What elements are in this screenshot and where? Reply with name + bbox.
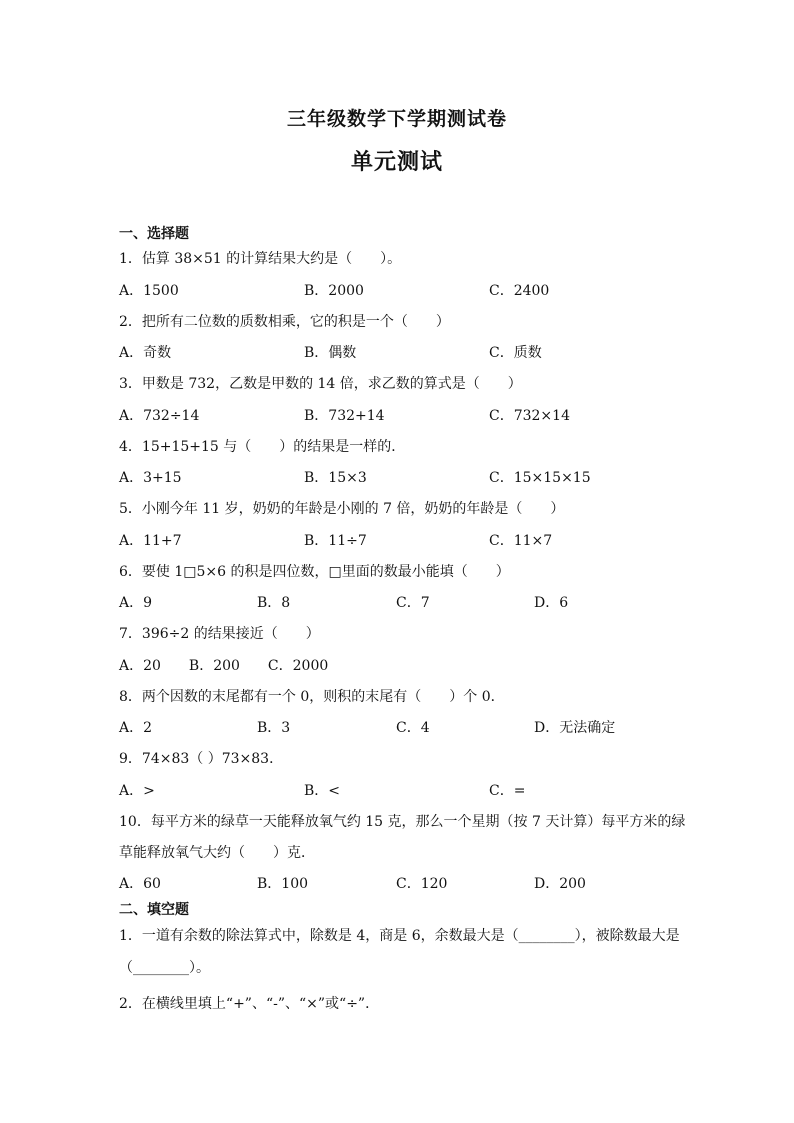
question-1: 1．估算 38×51 的计算结果大约是（ ）。 (119, 251, 402, 267)
question-9: 9．74×83（ ）73×83． (119, 751, 284, 767)
question-5-option-b: B．11÷7 (304, 533, 367, 549)
page-subtitle: 单元测试 (350, 149, 443, 175)
question-10-option-a: A．60 (119, 876, 161, 892)
question-2-option-b: B．偶数 (304, 345, 357, 361)
question-6-option-a: A．9 (119, 595, 153, 611)
question-10-option-d: D．200 (534, 876, 586, 892)
question-6-option-b: B．8 (257, 595, 291, 611)
question-4: 4．15+15+15 与（ ）的结果是一样的． (119, 439, 406, 455)
question-10: 10．每平方米的绿草一天能释放氧气约 15 克，那么一个星期（按 7 天计算）每平方米的绿 (119, 814, 686, 830)
question-6-option-d: D．6 (534, 595, 569, 611)
question-7: 7．396÷2 的结果接近（ ） (119, 626, 320, 642)
question-6: 6．要使 1□5×6 的积是四位数，□里面的数最小能填（ ） (119, 564, 510, 580)
question-9-option-c: C．= (489, 783, 526, 799)
question-2-option-a: A．奇数 (119, 345, 172, 361)
fill-question-1: 1．一道有余数的除法算式中，除数是 4，商是 6，余数最大是（________），被除数最大是 (119, 928, 680, 944)
question-8: 8．两个因数的末尾都有一个 0，则积的末尾有（ ）个 0． (119, 689, 505, 705)
question-2: 2．把所有二位数的质数相乘，它的积是一个（ ） (119, 314, 450, 330)
question-4-option-b: B．15×3 (304, 470, 367, 486)
question-10-continued: 草能释放氧气大约（ ）克． (119, 845, 315, 861)
question-5: 5．小刚今年 11 岁，奶奶的年龄是小刚的 7 倍，奶奶的年龄是（ ） (119, 501, 565, 517)
question-5-option-c: C．11×7 (489, 533, 553, 549)
question-6-option-c: C．7 (396, 595, 430, 611)
question-3-option-b: B．732+14 (304, 408, 385, 424)
question-1-option-c: C．2400 (489, 283, 550, 299)
question-9-option-a: A．> (119, 783, 155, 799)
question-8-option-b: B．3 (257, 720, 291, 736)
question-2-option-c: C．质数 (489, 345, 542, 361)
question-10-option-b: B．100 (257, 876, 309, 892)
question-7-options: A．20 B．200 C．2000 (119, 658, 329, 674)
question-9-option-b: B．< (304, 783, 341, 799)
question-8-option-a: A．2 (119, 720, 153, 736)
section-heading-choice: 一、选择题 (119, 226, 189, 242)
page-title: 三年级数学下学期测试卷 (286, 108, 507, 130)
question-1-option-a: A．1500 (119, 283, 179, 299)
fill-question-1-continued: （________）。 (119, 960, 210, 976)
section-heading-fill: 二、填空题 (119, 902, 189, 918)
question-8-option-c: C．4 (396, 720, 430, 736)
question-1-option-b: B．2000 (304, 283, 364, 299)
question-4-option-c: C．15×15×15 (489, 470, 591, 486)
fill-question-2: 2．在横线里填上“+”、“-”、“×”或“÷”． (119, 996, 380, 1012)
question-10-option-c: C．120 (396, 876, 448, 892)
question-8-option-d: D．无法确定 (534, 720, 616, 736)
question-4-option-a: A．3+15 (119, 470, 182, 486)
question-3-option-c: C．732×14 (489, 408, 570, 424)
question-5-option-a: A．11+7 (119, 533, 182, 549)
question-3: 3．甲数是 732，乙数是甲数的 14 倍，求乙数的算式是（ ） (119, 376, 522, 392)
question-3-option-a: A．732÷14 (119, 408, 200, 424)
